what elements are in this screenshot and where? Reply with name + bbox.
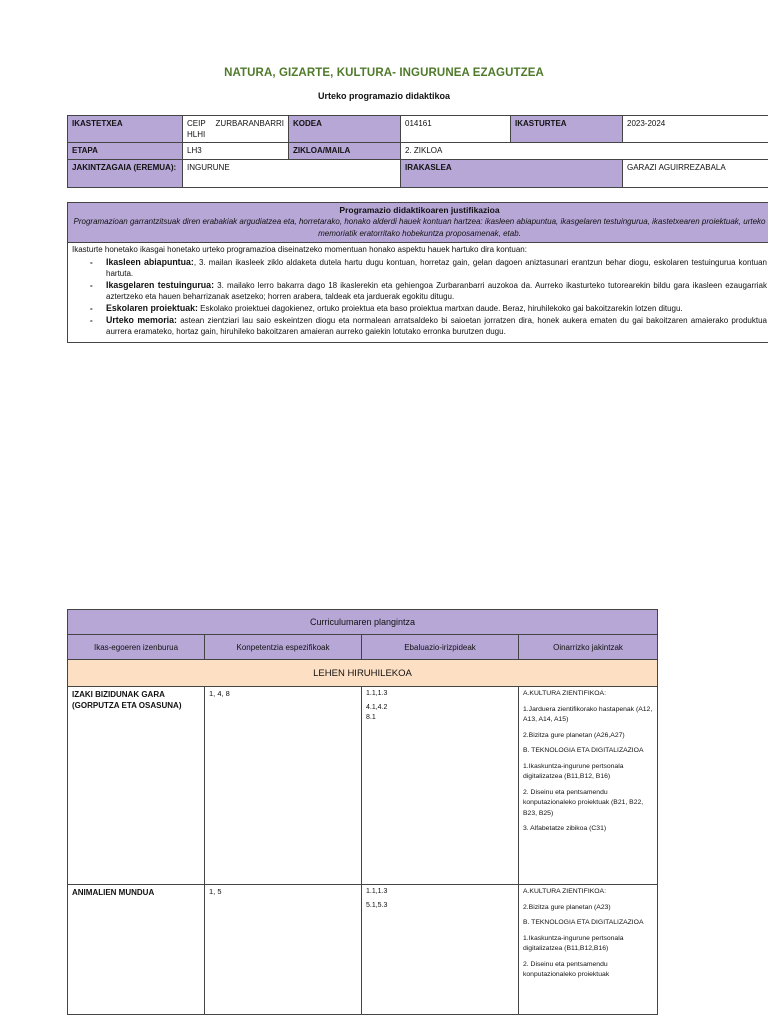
- jakintzagaia-value: INGURUNE: [183, 160, 401, 188]
- ikasturtea-value: 2023-2024: [623, 116, 768, 143]
- document-title: NATURA, GIZARTE, KULTURA- INGURUNEA EZAGUTZEA: [224, 67, 544, 79]
- criteria-item: 4.1,4.2: [366, 704, 388, 711]
- list-dash: -: [90, 303, 93, 313]
- curriculum-table: [67, 609, 658, 1015]
- item-text: astean zientziari lau saio eskeintzen diogu eta normalean arratsaldeko bi saioetan jorratzen dira, honek aukera ematen du gai bakoitzaren amaierako produktua aurrera eramateko, hortaz gain, hiruhileko bakoitzaren amaieran aurreko gaiekin lotutako erronka burutzen dugu.: [106, 315, 767, 337]
- table-row: [68, 687, 658, 885]
- knowledge-cell: [519, 687, 658, 885]
- criteria-item: 8.1: [366, 714, 376, 721]
- knowledge-item: 2. Diseinu eta pentsamendu konputazionaleko proiektuak: [523, 960, 610, 978]
- justification-item-testuingurua: [72, 280, 767, 303]
- criteria-cell: [362, 885, 519, 1015]
- irakaslea-label: IRAKASLEA: [401, 160, 623, 188]
- situation-name: IZAKI BIZIDUNAK GARA (GORPUTZA ETA OSASUNA): [68, 687, 205, 885]
- criteria-item: 1.1,1.3: [366, 690, 388, 697]
- list-dash: -: [90, 280, 93, 290]
- zikloa-value: 2. ZIKLOA: [401, 143, 768, 160]
- school-info-table: [67, 115, 768, 188]
- item-text: , 3. mailan ikasleek ziklo aldaketa dutela hartu dugu kontuan, horretaz gain, gelan dagoen aniztasunari erantzun behar diogu, eskolaren testuingurua kontuan hartuta.: [106, 257, 768, 279]
- item-keyword: Ikasgelaren testuingurua:: [106, 279, 215, 290]
- section-header: LEHEN HIRUHILEKOA: [68, 660, 658, 687]
- irakaslea-value: GARAZI AGUIRREZABALA: [623, 160, 768, 188]
- justification-description: Programazioan garrantzitsuak diren erabakiak argudiatzea eta, horretarako, honako alderdi hauek kontuan hartzea: ikasleen abiapuntua, ikasgelaren testuingurua, ikastetxearen proiektuak, urteko memoriatik eratorritako hobekuntza proposamenak, etab.: [73, 217, 766, 238]
- situation-name: ANIMALIEN MUNDUA: [68, 885, 205, 1015]
- knowledge-item: 2.Bizitza gure planetan (A23): [523, 903, 611, 911]
- criteria-item: 1.1,1.3: [366, 888, 388, 895]
- item-keyword: Eskolaren proiektuak:: [106, 302, 198, 313]
- list-dash: -: [90, 315, 93, 325]
- curriculum-title: Curriculumaren plangintza: [68, 610, 658, 635]
- ikastetxea-label: IKASTETXEA: [68, 116, 183, 143]
- knowledge-item: B. TEKNOLOGIA ETA DIGITALIZAZIOA: [523, 919, 644, 926]
- criteria-item: 5.1,5.3: [366, 902, 388, 909]
- knowledge-item: A.KULTURA ZIENTIFIKOA:: [523, 690, 606, 697]
- knowledge-item: 1.Ikaskuntza-ingurune pertsonala digitalizatzea (B11,B12,B16): [523, 934, 624, 952]
- column-header-criteria: Ebaluazio-irizpideak: [362, 635, 519, 660]
- table-row: [68, 885, 658, 1015]
- kodea-label: KODEA: [289, 116, 401, 143]
- justification-item-memoria: [72, 315, 767, 338]
- item-keyword: Ikasleen abiapuntua:: [106, 256, 194, 267]
- zikloa-label: ZIKLOA/MAILA: [289, 143, 401, 160]
- knowledge-item: A.KULTURA ZIENTIFIKOA:: [523, 888, 606, 895]
- document-subtitle: Urteko programazio didaktikoa: [317, 91, 451, 101]
- etapa-label: ETAPA: [68, 143, 183, 160]
- column-header-name: Ikas-egoeren izenburua: [68, 635, 205, 660]
- list-dash: -: [90, 257, 93, 267]
- knowledge-cell: [519, 885, 658, 1015]
- column-header-competences: Konpetentzia espezifikoak: [205, 635, 362, 660]
- column-header-knowledge: Oinarrizko jakintzak: [519, 635, 658, 660]
- justification-item-proiektuak: [72, 303, 767, 315]
- justification-item-abiapuntua: [72, 257, 767, 280]
- competences: 1, 5: [205, 885, 362, 1015]
- competences: 1, 4, 8: [205, 687, 362, 885]
- criteria-cell: [362, 687, 519, 885]
- justification-section: [67, 202, 768, 343]
- knowledge-item: B. TEKNOLOGIA ETA DIGITALIZAZIOA: [523, 747, 644, 754]
- justification-title: Programazio didaktikoaren justifikazioa: [339, 205, 500, 215]
- item-text: 3. mailako lerro bakarra dago 18 ikaslerekin eta gehiengoa Zurbaranbarri auzokoa da. Aurreko ikasturteko tutorearekin bildu gara ikasleen ezaugarriak aztertzeko eta hauen beharrizanak asetzeko; horren arabera, taldeak eta jarduerak egokitu ditugu.: [106, 280, 767, 302]
- knowledge-item: 2.Bizitza gure planetan (A26,A27): [523, 731, 625, 739]
- justification-intro: Ikasturte honetako ikasgai honetako urteko programazioa diseinatzeko momentuan honako aspektu hauek hartuko dira kontuan:: [72, 245, 527, 254]
- jakintzagaia-label: JAKINTZAGAIA (EREMUA):: [68, 160, 183, 188]
- knowledge-item: 2. Diseinu eta pentsamendu konputazionaleko proiektuak (B21, B22, B23, B25): [523, 788, 644, 817]
- ikasturtea-label: IKASTURTEA: [511, 116, 623, 143]
- kodea-value: 014161: [401, 116, 511, 143]
- knowledge-item: 1.Jarduera zientifikorako hastapenak (A12, A13, A14, A15): [523, 705, 653, 723]
- justification-header: [68, 203, 768, 243]
- item-keyword: Urteko memoria:: [106, 314, 177, 325]
- item-text: Eskolako proiektuei dagokienez, ortuko proiektua eta baso proiektua martxan daude. Beraz, hiruhilekoko gai bakoitzarekin lotzen ditugu.: [197, 303, 683, 313]
- knowledge-item: 3. Alfabetatze zibikoa (C31): [523, 825, 607, 832]
- justification-body: [68, 243, 768, 342]
- knowledge-item: 1.Ikaskuntza-ingurune pertsonala digitalizatzea (B11,B12, B16): [523, 762, 624, 780]
- etapa-value: LH3: [183, 143, 289, 160]
- ikastetxea-value: CEIP ZURBARANBARRI HLHI: [183, 116, 289, 143]
